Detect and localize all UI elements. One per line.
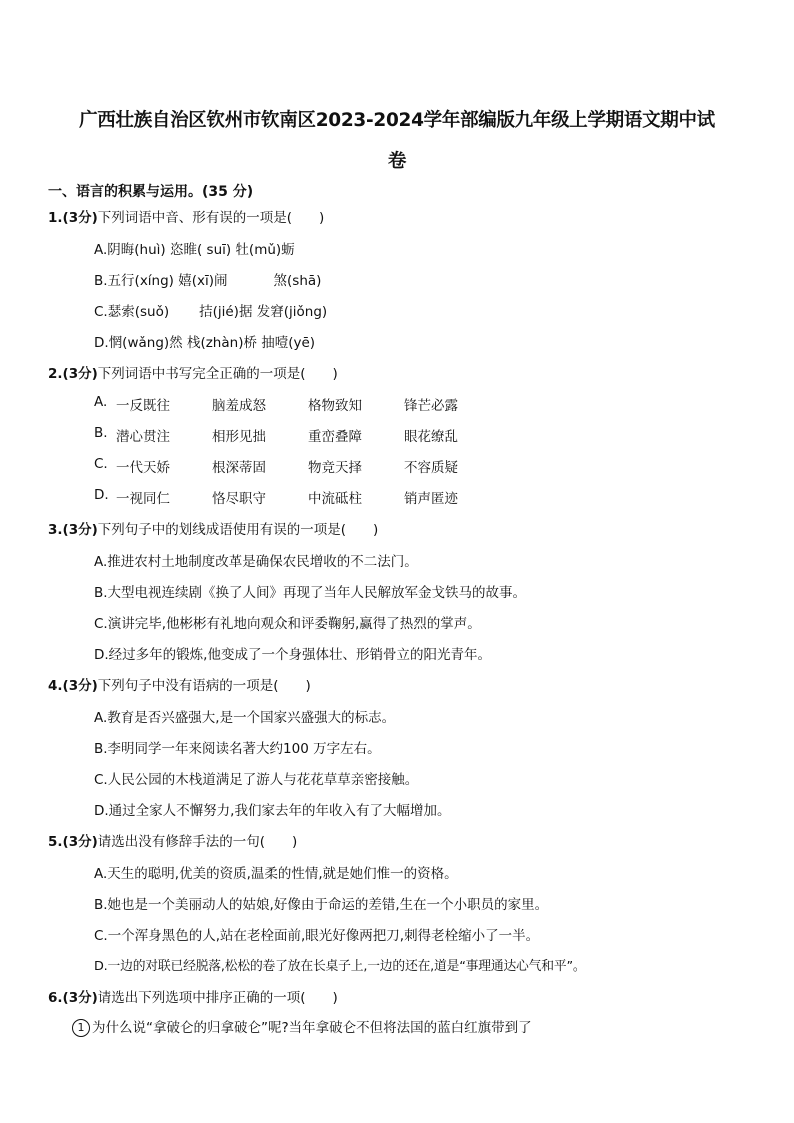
question-number: 3.(3分) bbox=[48, 522, 98, 538]
q1-option-c-part2: 拮(jié)据 发窘(jiǒng) bbox=[199, 304, 328, 320]
q1-option-b bbox=[94, 269, 321, 289]
option-word: 锋芒必露 bbox=[404, 398, 458, 414]
question-stem: 请选出没有修辞手法的一句( ) bbox=[97, 834, 298, 850]
q4-option-b: B.李明同学一年来阅读名著大约100 万字左右。 bbox=[94, 741, 381, 757]
q1-option-d: D.惘(wǎng)然 栈(zhàn)桥 抽噎(yē) bbox=[94, 335, 316, 351]
q1-option-c bbox=[94, 300, 327, 320]
option-word: 恪尽职守 bbox=[212, 491, 266, 507]
option-word: 中流砥柱 bbox=[308, 491, 362, 507]
option-word: 不容质疑 bbox=[404, 460, 458, 476]
q1-option-c-part1: C.瑟索(suǒ) bbox=[94, 304, 170, 320]
question-number: 2.(3分) bbox=[48, 366, 98, 382]
option-word: 一反既往 bbox=[116, 398, 170, 414]
q2-option-b bbox=[94, 425, 500, 445]
option-word: 格物致知 bbox=[308, 398, 362, 414]
q5-option-a: A.天生的聪明,优美的资质,温柔的性情,就是她们惟一的资格。 bbox=[94, 866, 458, 882]
question-stem: 下列句子中的划线成语使用有误的一项是( ) bbox=[97, 522, 379, 538]
section-heading: 一、语言的积累与运用。(35 分) bbox=[48, 184, 254, 200]
question-6 bbox=[48, 986, 338, 1006]
q3-option-c: C.演讲完毕,他彬彬有礼地向观众和评委鞠躬,赢得了热烈的掌声。 bbox=[94, 616, 481, 632]
question-number: 6.(3分) bbox=[48, 990, 98, 1006]
question-number: 1.(3分) bbox=[48, 210, 98, 226]
option-word: 物竞天择 bbox=[308, 460, 362, 476]
question-number: 5.(3分) bbox=[48, 834, 98, 850]
exam-title-line2: 卷 bbox=[387, 151, 407, 172]
exam-title-line1: 广西壮族自治区钦州市钦南区2023-2024学年部编版九年级上学期语文期中试 bbox=[79, 110, 715, 131]
option-letter: B. bbox=[94, 425, 108, 441]
q4-option-d: D.通过全家人不懈努力,我们家去年的年收入有了大幅增加。 bbox=[94, 803, 451, 819]
option-word: 一视同仁 bbox=[116, 491, 170, 507]
question-2 bbox=[48, 362, 338, 382]
option-word: 根深蒂固 bbox=[212, 460, 266, 476]
q1-option-a: A.阴晦(huì) 恣睢( suī) 牡(mǔ)蛎 bbox=[94, 242, 295, 258]
q2-option-a bbox=[94, 394, 500, 414]
q3-option-d: D.经过多年的锻炼,他变成了一个身强体壮、形销骨立的阳光青年。 bbox=[94, 647, 491, 663]
question-stem: 下列句子中没有语病的一项是( ) bbox=[97, 678, 311, 694]
option-word: 潜心贯注 bbox=[116, 429, 170, 445]
q2-option-d bbox=[94, 487, 500, 507]
question-5 bbox=[48, 830, 297, 850]
option-letter: A. bbox=[94, 394, 108, 410]
q5-option-c: C.一个浑身黑色的人,站在老栓面前,眼光好像两把刀,刺得老栓缩小了一半。 bbox=[94, 928, 540, 944]
option-word: 重峦叠障 bbox=[308, 429, 362, 445]
q2-option-c bbox=[94, 456, 500, 476]
option-word: 一代天娇 bbox=[116, 460, 170, 476]
option-word: 眼花缭乱 bbox=[404, 429, 458, 445]
q6-passage-text: 为什么说“拿破仑的归拿破仑”呢?当年拿破仑不但将法国的蓝白红旗带到了 bbox=[92, 1020, 532, 1036]
option-word: 脑羞成怒 bbox=[212, 398, 266, 414]
q1-option-b-part1: B.五行(xíng) 嬉(xī)闹 bbox=[94, 273, 228, 289]
question-number: 4.(3分) bbox=[48, 678, 98, 694]
circled-number-marker: 1 bbox=[72, 1019, 90, 1037]
q4-option-a: A.教育是否兴盛强大,是一个国家兴盛强大的标志。 bbox=[94, 710, 396, 726]
question-stem: 请选出下列选项中排序正确的一项( ) bbox=[97, 990, 338, 1006]
question-1 bbox=[48, 206, 324, 226]
question-stem: 下列词语中书写完全正确的一项是( ) bbox=[97, 366, 338, 382]
option-word: 相形见拙 bbox=[212, 429, 266, 445]
q5-option-d: D.一边的对联已经脱落,松松的卷了放在长桌子上,一边的还在,道是“事理通达心气和平”。 bbox=[94, 959, 586, 974]
q1-option-b-part2: 煞(shā) bbox=[273, 273, 322, 289]
option-letter: C. bbox=[94, 456, 108, 472]
question-4 bbox=[48, 674, 311, 694]
option-letter: D. bbox=[94, 487, 109, 503]
q3-option-b: B.大型电视连续剧《换了人间》再现了当年人民解放军金戈铁马的故事。 bbox=[94, 585, 527, 601]
q5-option-b: B.她也是一个美丽动人的姑娘,好像由于命运的差错,生在一个小职员的家里。 bbox=[94, 897, 549, 913]
question-stem: 下列词语中音、形有误的一项是( ) bbox=[97, 210, 325, 226]
q4-option-c: C.人民公园的木栈道满足了游人与花花草草亲密接触。 bbox=[94, 772, 419, 788]
option-word: 销声匿迹 bbox=[404, 491, 458, 507]
q6-passage-line bbox=[72, 1016, 532, 1037]
question-3 bbox=[48, 518, 378, 538]
q3-option-a: A.推进农村土地制度改革是确保农民增收的不二法门。 bbox=[94, 554, 418, 570]
